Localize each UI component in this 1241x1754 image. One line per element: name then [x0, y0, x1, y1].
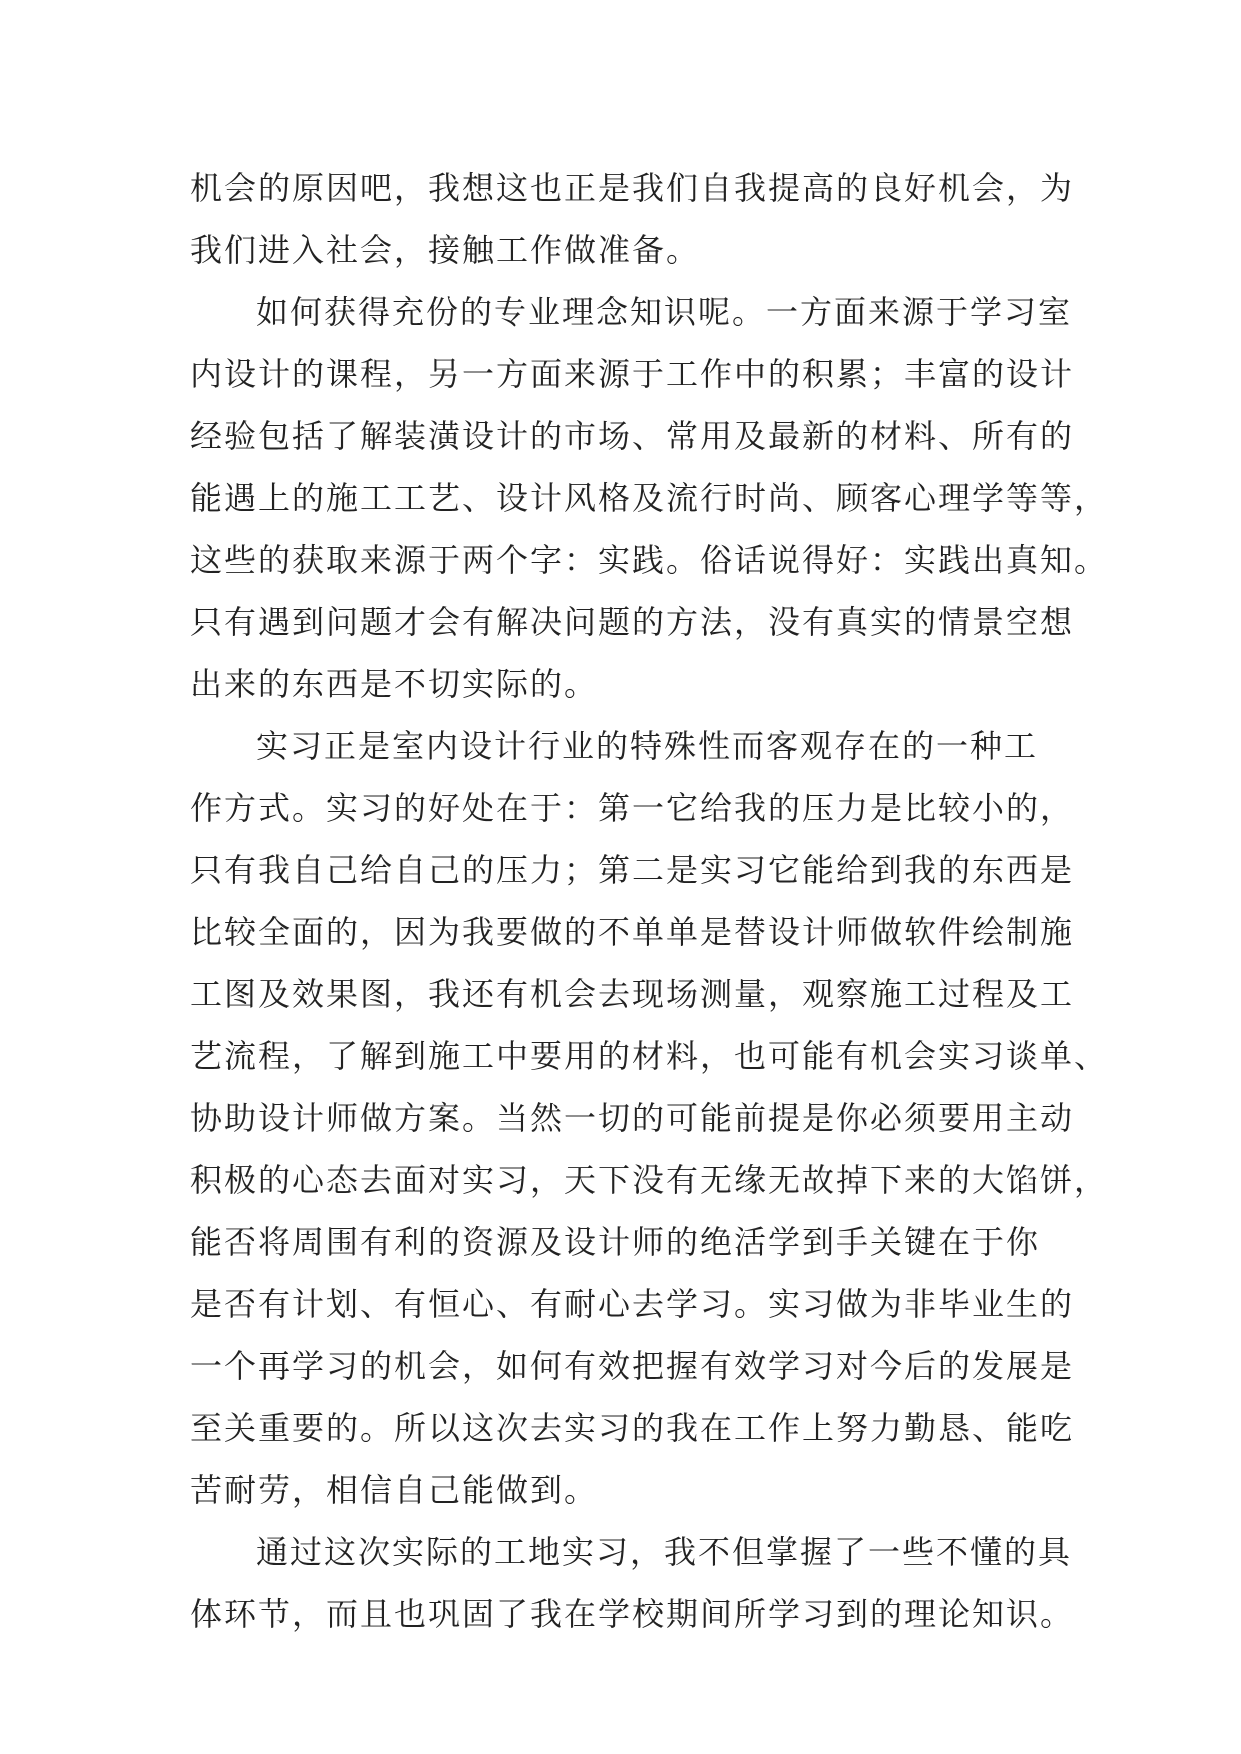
text-line: 能遇上的施工工艺、设计风格及流行时尚、顾客心理学等等， — [190, 479, 1109, 517]
paragraph-start-line: 通过这次实际的工地实习，我不但掌握了一些不懂的具 — [256, 1533, 1073, 1571]
text-line: 比较全面的，因为我要做的不单单是替设计师做软件绘制施 — [190, 913, 1075, 951]
text-line: 只有遇到问题才会有解决问题的方法，没有真实的情景空想 — [190, 603, 1075, 641]
body-text — [190, 157, 1109, 1645]
text-line: 至关重要的。所以这次去实习的我在工作上努力勤恳、能吃 — [190, 1409, 1075, 1447]
text-line: 作方式。实习的好处在于：第一它给我的压力是比较小的， — [190, 789, 1075, 827]
text-line: 苦耐劳，相信自己能做到。 — [190, 1471, 599, 1509]
text-line: 机会的原因吧，我想这也正是我们自我提高的良好机会，为 — [190, 169, 1075, 207]
paragraph-start-line: 实习正是室内设计行业的特殊性而客观存在的一种工 — [256, 727, 1039, 765]
text-line: 能否将周围有利的资源及设计师的绝活学到手关键在于你 — [190, 1223, 1041, 1261]
paragraph-start-line: 如何获得充份的专业理念知识呢。一方面来源于学习室 — [256, 293, 1073, 331]
text-line: 出来的东西是不切实际的。 — [190, 665, 599, 703]
text-line: 艺流程，了解到施工中要用的材料，也可能有机会实习谈单、 — [190, 1037, 1109, 1075]
text-line: 只有我自己给自己的压力；第二是实习它能给到我的东西是 — [190, 851, 1075, 889]
text-line: 内设计的课程，另一方面来源于工作中的积累；丰富的设计 — [190, 355, 1075, 393]
text-line: 协助设计师做方案。当然一切的可能前提是你必须要用主动 — [190, 1099, 1075, 1137]
text-line: 经验包括了解装潢设计的市场、常用及最新的材料、所有的 — [190, 417, 1075, 455]
text-line: 我们进入社会，接触工作做准备。 — [190, 231, 701, 269]
text-line: 这些的获取来源于两个字：实践。俗话说得好：实践出真知。 — [190, 541, 1109, 579]
text-line: 一个再学习的机会，如何有效把握有效学习对今后的发展是 — [190, 1347, 1075, 1385]
text-line: 工图及效果图，我还有机会去现场测量，观察施工过程及工 — [190, 975, 1075, 1013]
text-line: 是否有计划、有恒心、有耐心去学习。实习做为非毕业生的 — [190, 1285, 1075, 1323]
text-line: 积极的心态去面对实习，天下没有无缘无故掉下来的大馅饼， — [190, 1161, 1109, 1199]
text-line: 体环节，而且也巩固了我在学校期间所学习到的理论知识。 — [190, 1595, 1075, 1633]
